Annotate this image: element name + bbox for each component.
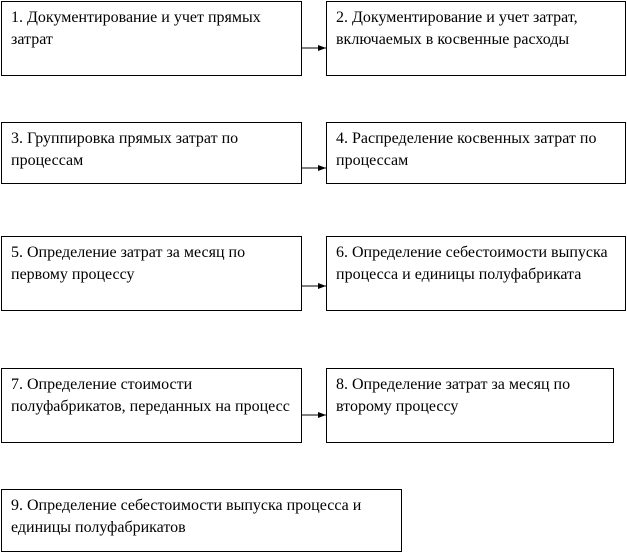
step-6-box [326, 236, 626, 311]
step-1-box [1, 1, 302, 76]
step-9-label: 9. Определение себестоимости выпуска процесса и единицы полуфабрикатов [11, 497, 362, 536]
step-3-label: 3. Группировка прямых затрат по процессам [11, 130, 239, 169]
step-6-label: 6. Определение себестоимости выпуска процесса и единицы полуфабриката [336, 244, 608, 283]
step-3-box [1, 122, 302, 184]
step-1-label: 1. Документирование и учет прямых затрат [11, 9, 261, 48]
step-2-box [326, 1, 626, 76]
step-7-box [1, 368, 302, 443]
step-4-label: 4. Распределение косвенных затрат по процессам [336, 130, 597, 169]
step-2-label: 2. Документирование и учет затрат, включаемых в косвенные расходы [336, 9, 578, 48]
step-8-label: 8. Определение затрат за месяц по второму процессу [336, 376, 571, 415]
step-8-box [326, 368, 614, 443]
step-9-box [1, 489, 402, 552]
step-7-label: 7. Определение стоимости полуфабрикатов, переданных на процесс [11, 376, 290, 415]
step-5-box [1, 236, 302, 311]
step-5-label: 5. Определение затрат за месяц по первому процессу [11, 244, 246, 283]
step-4-box [326, 122, 626, 184]
